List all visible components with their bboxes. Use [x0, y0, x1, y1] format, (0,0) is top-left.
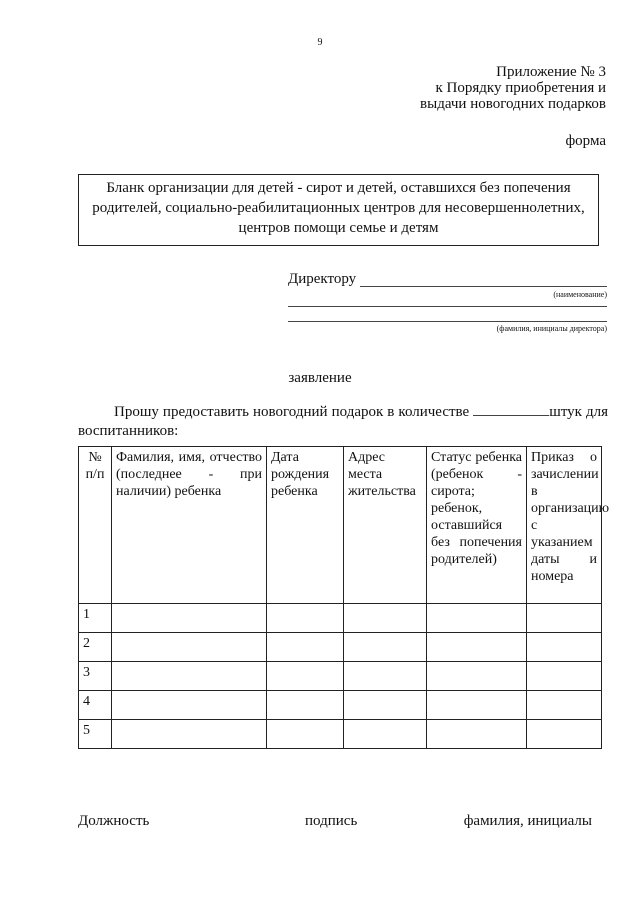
cell-birth-date[interactable]: [267, 633, 344, 662]
cell-status[interactable]: [427, 691, 527, 720]
cell-birth-date[interactable]: [267, 720, 344, 749]
director-name-line[interactable]: [360, 286, 607, 287]
row-number: 2: [79, 633, 112, 662]
cell-birth-date[interactable]: [267, 662, 344, 691]
cell-order[interactable]: [527, 691, 602, 720]
statement-title: заявление: [288, 370, 352, 386]
request-text: [78, 403, 608, 441]
caption-organization-name: (наименование): [553, 290, 607, 299]
signature-label: подпись: [305, 813, 358, 829]
appendix-title: Приложение № 3: [496, 64, 606, 80]
table-row: [79, 633, 602, 662]
caption-director-fio: (фамилия, инициалы директора): [496, 324, 607, 333]
table-row: [79, 720, 602, 749]
table-row: [79, 662, 602, 691]
header-status: Статус ребенка (ребенок - сирота; ребенок, оставшийся без попечения родителей): [427, 447, 527, 604]
cell-status[interactable]: [427, 720, 527, 749]
cell-full-name[interactable]: [112, 633, 267, 662]
table-row: [79, 691, 602, 720]
letterhead-line1: Бланк организации для детей - сирот и детей, оставшихся без попечения: [106, 180, 571, 196]
row-number: 4: [79, 691, 112, 720]
cell-full-name[interactable]: [112, 662, 267, 691]
quantity-blank[interactable]: [473, 403, 549, 416]
letterhead-line3: центров помощи семье и детям: [238, 220, 439, 236]
table-header-row: [79, 447, 602, 604]
director-extra-line[interactable]: [288, 306, 607, 307]
director-fio-line[interactable]: [288, 321, 607, 322]
cell-order[interactable]: [527, 662, 602, 691]
cell-status[interactable]: [427, 633, 527, 662]
cell-full-name[interactable]: [112, 720, 267, 749]
cell-address[interactable]: [344, 604, 427, 633]
request-text-after: штук для воспитанников:: [78, 404, 609, 439]
header-birth-date: Дата рождения ребенка: [267, 447, 344, 604]
cell-address[interactable]: [344, 720, 427, 749]
cell-birth-date[interactable]: [267, 604, 344, 633]
row-number: 1: [79, 604, 112, 633]
appendix-reference-line1: к Порядку приобретения и: [435, 80, 606, 96]
organization-letterhead-box: [78, 174, 599, 246]
row-number: 3: [79, 662, 112, 691]
header-full-name: Фамилия, имя, отчество (последнее - при наличии) ребенка: [112, 447, 267, 604]
cell-birth-date[interactable]: [267, 691, 344, 720]
cell-status[interactable]: [427, 662, 527, 691]
row-number: 5: [79, 720, 112, 749]
header-address: Адрес места жительства: [344, 447, 427, 604]
cell-full-name[interactable]: [112, 691, 267, 720]
page-number: 9: [317, 37, 323, 48]
table-row: [79, 604, 602, 633]
cell-status[interactable]: [427, 604, 527, 633]
cell-full-name[interactable]: [112, 604, 267, 633]
cell-address[interactable]: [344, 662, 427, 691]
cell-address[interactable]: [344, 633, 427, 662]
letterhead-line2: родителей, социально-реабилитационных центров для несовершеннолетних,: [92, 200, 585, 216]
name-initials-label: фамилия, инициалы: [463, 813, 592, 829]
cell-order[interactable]: [527, 720, 602, 749]
request-text-before: Прошу предоставить новогодний подарок в количестве: [114, 404, 470, 420]
children-table: [78, 446, 610, 749]
director-label: Директору: [288, 271, 357, 287]
cell-order[interactable]: [527, 604, 602, 633]
cell-order[interactable]: [527, 633, 602, 662]
cell-address[interactable]: [344, 691, 427, 720]
form-label: форма: [565, 133, 606, 149]
header-order: Приказ о зачислении в организацию с указанием даты и номера: [527, 447, 602, 604]
header-number: № п/п: [79, 447, 112, 604]
position-label: Должность: [78, 813, 150, 829]
appendix-reference-line2: выдачи новогодних подарков: [420, 96, 606, 112]
